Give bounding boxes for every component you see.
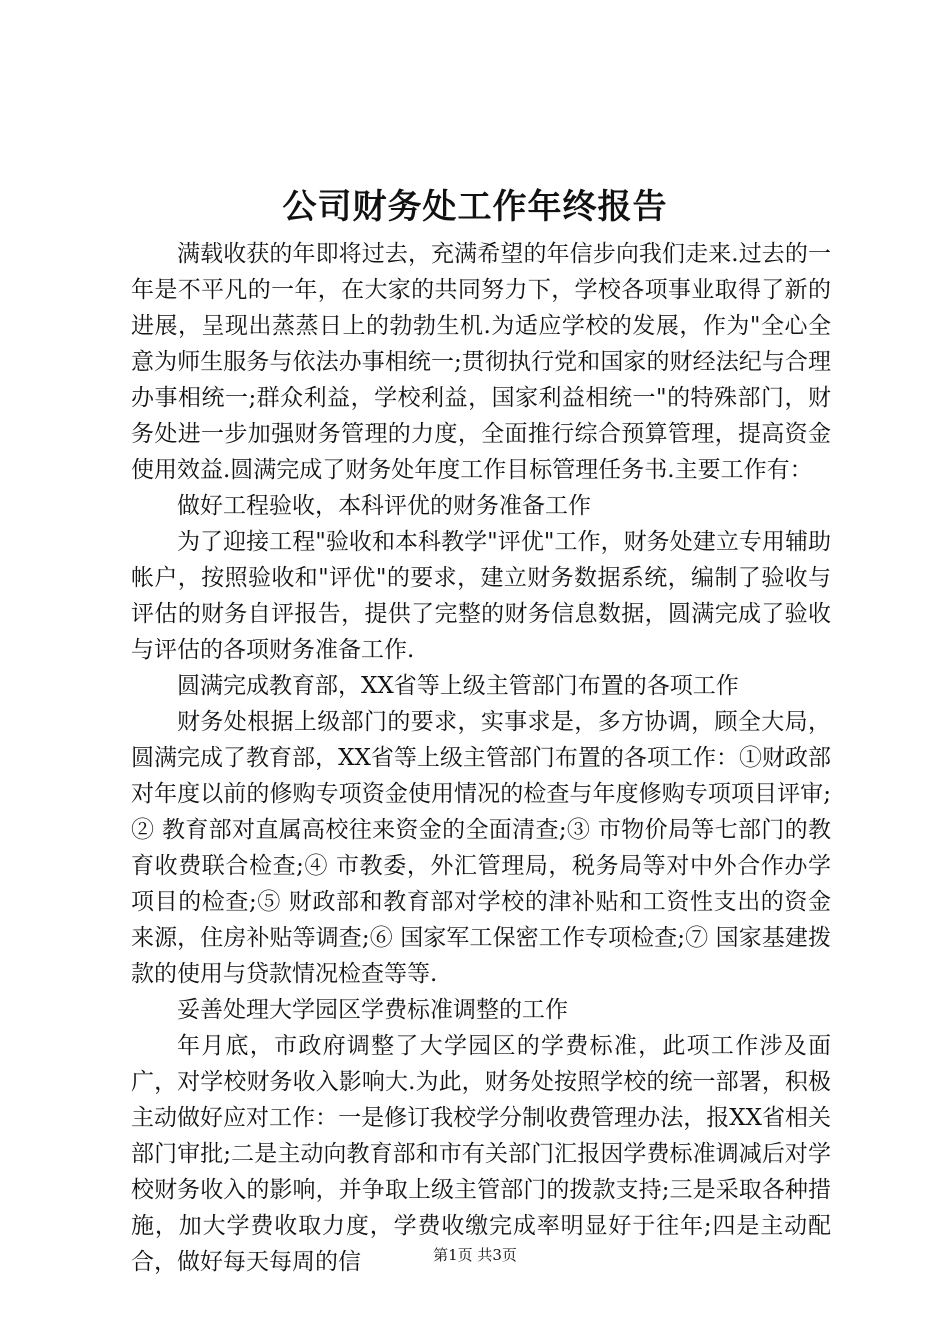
page-footer: 第1页 共3页 [433, 1246, 517, 1264]
section-heading-acceptance: 做好工程验收，本科评优的财务准备工作 [177, 493, 591, 519]
superior-tasks-paragraph: 财务处根据上级部门的要求，实事求是，多方协调，顾全大局，圆满完成了教育部，XX省等上级主管部门布置的各项工作：①财政部对年度以前的修购专项资金使用情况的检查与年度修购专项项目评审;② 教育部对直属高校往来资金的全面清查;③ 市物价局等七部门的教育收费联合检查;④ 市教委，外汇管理局，税务局等对中外合作办学项目的检查;⑤ 财政部和教育部对学校的津补贴和工资性支出的资金来源，住房补贴等调查;⑥ 国家军工保密工作专项检查;⑦ 国家基建拨款的使用与贷款情况检查等等. [131, 709, 831, 987]
section-heading-tuition: 妥善处理大学园区学费标准调整的工作 [177, 997, 568, 1023]
intro-paragraph: 满载收获的年即将过去，充满希望的年信步向我们走来.过去的一年是不平凡的一年，在大家的共同努力下，学校各项事业取得了新的进展，呈现出蒸蒸日上的勃勃生机.为适应学校的发展，作为"全心全意为师生服务与依法办事相统一;贯彻执行党和国家的财经法纪与合理办事相统一;群众利益，学校利益，国家利益相统一"的特殊部门，财务处进一步加强财务管理的力度，全面推行综合预算管理，提高资金使用效益.圆满完成了财务处年度工作目标管理任务书.主要工作有： [131, 241, 831, 483]
tuition-paragraph: 年月底，市政府调整了大学园区的学费标准，此项工作涉及面广，对学校财务收入影响大.为此，财务处按照学校的统一部署，积极主动做好应对工作：一是修订我校学分制收费管理办法，报XX省相关部门审批;二是主动向教育部和市有关部门汇报因学费标准调减后对学校财务收入的影响，并争取上级主管部门的拨款支持;三是采取各种措施，加大学费收取力度，学费收缴完成率明显好于往年;四是主动配合，做好每天每周的信 [131, 1033, 831, 1275]
document-body [131, 236, 831, 1280]
document-title: 公司财务处工作年终报告 [282, 187, 668, 227]
acceptance-paragraph: 为了迎接工程"验收和本科教学"评优"工作，财务处建立专用辅助帐户，按照验收和"评优"的要求，建立财务数据系统，编制了验收与评估的财务自评报告，提供了完整的财务信息数据，圆满完成了验收与评估的各项财务准备工作. [131, 529, 831, 663]
section-heading-superior-tasks: 圆满完成教育部，XX省等上级主管部门布置的各项工作 [177, 673, 739, 699]
